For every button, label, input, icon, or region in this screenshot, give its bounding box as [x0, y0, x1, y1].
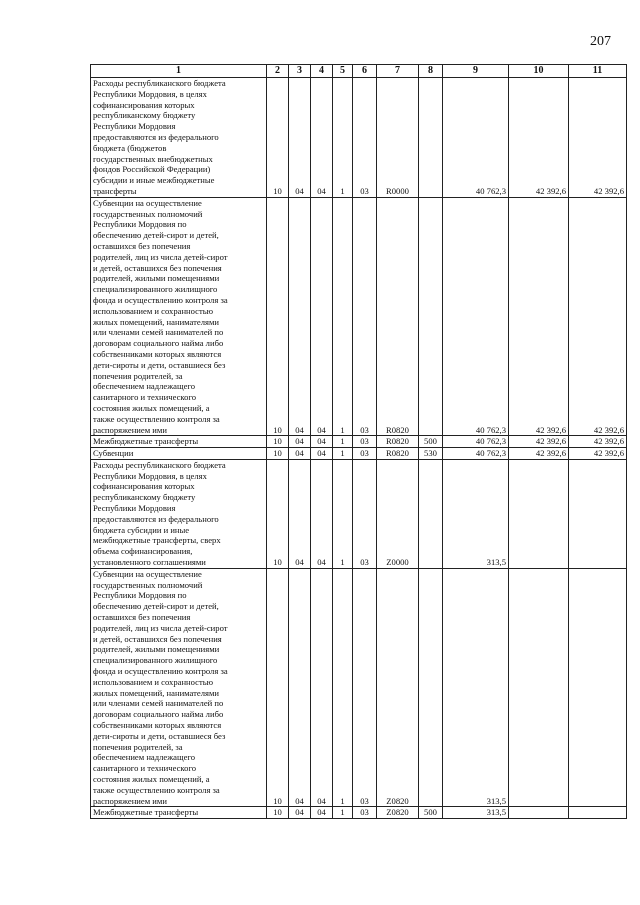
cell-amount-3: 42 392,6: [569, 436, 627, 448]
column-header: 5: [333, 65, 353, 78]
cell-amount-2: [509, 459, 569, 568]
row-name: Межбюджетные трансферты: [91, 436, 267, 448]
cell-expense-type: [419, 459, 443, 568]
cell-amount-1: 40 762,3: [443, 448, 509, 460]
cell-amount-2: 42 392,6: [509, 448, 569, 460]
column-header: 6: [353, 65, 377, 78]
table-row: [91, 448, 627, 460]
cell-amount-1: 40 762,3: [443, 78, 509, 198]
cell-expense-type: 530: [419, 448, 443, 460]
cell-amount-3: 42 392,6: [569, 78, 627, 198]
cell-section: 10: [267, 78, 289, 198]
cell-amount-3: [569, 459, 627, 568]
row-name: Межбюджетные трансферты: [91, 807, 267, 819]
cell-expense-type: [419, 568, 443, 807]
table-row: [91, 197, 627, 436]
cell-event: 03: [353, 807, 377, 819]
cell-subprogram: 1: [333, 459, 353, 568]
column-header: 8: [419, 65, 443, 78]
cell-target-code: R0820: [377, 436, 419, 448]
cell-amount-3: [569, 568, 627, 807]
cell-subsection: 04: [289, 436, 311, 448]
cell-expense-type: 500: [419, 807, 443, 819]
table-row: [91, 436, 627, 448]
cell-amount-2: 42 392,6: [509, 436, 569, 448]
cell-subsection: 04: [289, 197, 311, 436]
table-row: [91, 807, 627, 819]
cell-subsection: 04: [289, 459, 311, 568]
cell-amount-1: 313,5: [443, 459, 509, 568]
row-name: Субвенции на осуществление государственных полномочий Республики Мордовия по обеспечению детей-сирот и детей, оставшихся без попечения родителей, лиц из числа детей-сирот и детей, оставшихся без попечения родителей, жилыми помещениями специализированного жилищного фонда и осуществлению контроля за использованием и сохранностью жилых помещений, нанимателями или членами семей нанимателей по договорам социального найма либо собственниками которых являются дети-сироты и дети, оставшиеся без попечения родителей, за обеспечением надлежащего санитарного и технического состояния жилых помещений, а также осуществлению контроля за распоряжением ими: [91, 568, 267, 807]
cell-program: 04: [311, 568, 333, 807]
cell-amount-2: 42 392,6: [509, 197, 569, 436]
cell-program: 04: [311, 448, 333, 460]
cell-program: 04: [311, 78, 333, 198]
table-row: [91, 459, 627, 568]
cell-target-code: Z0000: [377, 459, 419, 568]
cell-section: 10: [267, 448, 289, 460]
column-header: 3: [289, 65, 311, 78]
cell-program: 04: [311, 807, 333, 819]
cell-expense-type: [419, 197, 443, 436]
cell-event: 03: [353, 436, 377, 448]
cell-section: 10: [267, 568, 289, 807]
cell-subprogram: 1: [333, 197, 353, 436]
cell-program: 04: [311, 436, 333, 448]
budget-table: [90, 64, 627, 819]
cell-subprogram: 1: [333, 78, 353, 198]
cell-program: 04: [311, 197, 333, 436]
cell-target-code: R0000: [377, 78, 419, 198]
cell-target-code: Z0820: [377, 568, 419, 807]
cell-amount-2: [509, 568, 569, 807]
cell-amount-1: 40 762,3: [443, 436, 509, 448]
cell-amount-1: 313,5: [443, 568, 509, 807]
cell-amount-3: 42 392,6: [569, 448, 627, 460]
cell-target-code: R0820: [377, 448, 419, 460]
cell-subprogram: 1: [333, 436, 353, 448]
cell-subsection: 04: [289, 568, 311, 807]
column-header: 7: [377, 65, 419, 78]
row-name: Субвенции: [91, 448, 267, 460]
cell-event: 03: [353, 459, 377, 568]
column-header: 2: [267, 65, 289, 78]
cell-amount-2: [509, 807, 569, 819]
table-row: [91, 78, 627, 198]
row-name: Субвенции на осуществление государственных полномочий Республики Мордовия по обеспечению детей-сирот и детей, оставшихся без попечения родителей, лиц из числа детей-сирот и детей, оставшихся без попечения родителей, жилыми помещениями специализированного жилищного фонда и осуществлению контроля за использованием и сохранностью жилых помещений, нанимателями или членами семей нанимателей по договорам социального найма либо собственниками которых являются дети-сироты и дети, оставшиеся без попечения родителей, за обеспечением надлежащего санитарного и технического состояния жилых помещений, а также осуществлению контроля за распоряжением ими: [91, 197, 267, 436]
column-header: 10: [509, 65, 569, 78]
cell-subprogram: 1: [333, 807, 353, 819]
cell-target-code: Z0820: [377, 807, 419, 819]
cell-amount-2: 42 392,6: [509, 78, 569, 198]
cell-amount-3: 42 392,6: [569, 197, 627, 436]
cell-section: 10: [267, 459, 289, 568]
cell-expense-type: 500: [419, 436, 443, 448]
cell-program: 04: [311, 459, 333, 568]
cell-amount-3: [569, 807, 627, 819]
row-name: Расходы республиканского бюджета Республики Мордовия, в целях софинансирования которых республиканскому бюджету Республики Мордовия предоставляются из федерального бюджета (бюджетов государственных внебюджетных фондов Российской Федерации) субсидии и иные межбюджетные трансферты: [91, 78, 267, 198]
column-header: 9: [443, 65, 509, 78]
cell-subprogram: 1: [333, 448, 353, 460]
cell-amount-1: 313,5: [443, 807, 509, 819]
page-number: 207: [590, 34, 611, 49]
cell-subsection: 04: [289, 448, 311, 460]
row-name: Расходы республиканского бюджета Республики Мордовия, в целях софинансирования которых республиканскому бюджету Республики Мордовия предоставляются из федерального бюджета субсидии и иные межбюджетные трансферты, сверх объема софинансирования, установленного соглашениями: [91, 459, 267, 568]
column-header: 1: [91, 65, 267, 78]
cell-subsection: 04: [289, 807, 311, 819]
cell-section: 10: [267, 436, 289, 448]
cell-subsection: 04: [289, 78, 311, 198]
cell-target-code: R0820: [377, 197, 419, 436]
cell-section: 10: [267, 197, 289, 436]
cell-event: 03: [353, 78, 377, 198]
cell-event: 03: [353, 197, 377, 436]
column-header: 11: [569, 65, 627, 78]
cell-expense-type: [419, 78, 443, 198]
column-header: 4: [311, 65, 333, 78]
cell-section: 10: [267, 807, 289, 819]
cell-subprogram: 1: [333, 568, 353, 807]
cell-amount-1: 40 762,3: [443, 197, 509, 436]
table-row: [91, 568, 627, 807]
cell-event: 03: [353, 568, 377, 807]
cell-event: 03: [353, 448, 377, 460]
header-row: [91, 65, 627, 78]
